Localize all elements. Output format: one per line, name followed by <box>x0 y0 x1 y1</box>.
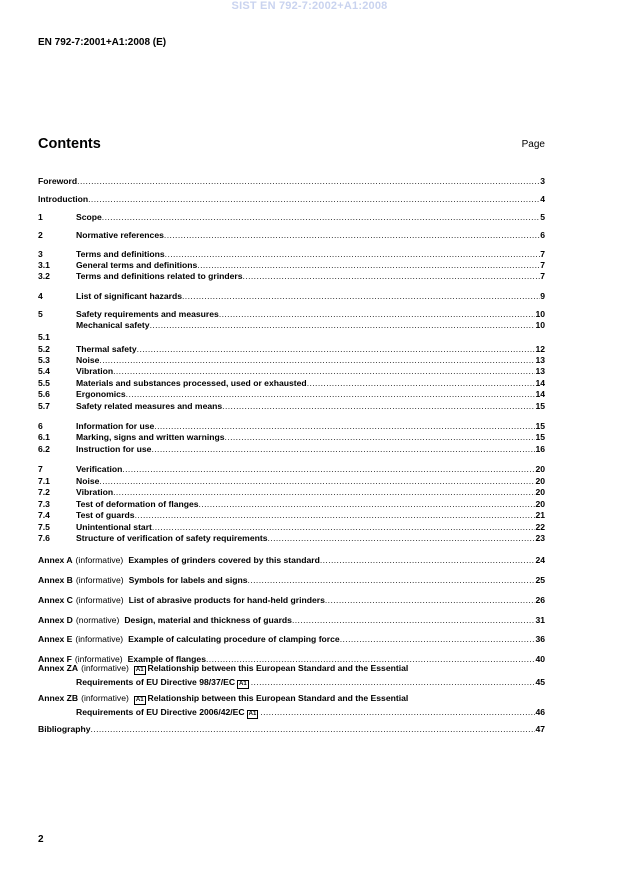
annex-entry[interactable] <box>38 634 545 645</box>
toc-entry-title: List of significant hazards <box>76 291 183 301</box>
annex-type: (informative) <box>74 654 123 664</box>
toc-entry-page: 6 <box>540 230 545 240</box>
toc-entry[interactable] <box>38 366 545 377</box>
toc-entry-number: 5.7 <box>38 401 50 411</box>
toc-entry[interactable] <box>38 476 545 487</box>
toc-entry-page: 16 <box>535 444 545 454</box>
toc-entry-title: Safety related measures and means <box>76 401 223 411</box>
toc-entry-page: 13 <box>535 355 545 365</box>
toc-entry-page: 4 <box>540 194 545 204</box>
annex-page: 36 <box>535 634 545 644</box>
toc-entry-title: Instruction for use <box>76 444 152 454</box>
toc-entry-title: Noise <box>76 355 100 365</box>
annex-title: Examples of grinders covered by this standard <box>128 555 320 565</box>
toc-entry-page: 20 <box>535 487 545 497</box>
toc-entry-number: 6.2 <box>38 444 50 454</box>
toc-entry-page: 15 <box>535 432 545 442</box>
amendment-end-icon: A1 <box>239 681 247 687</box>
annex-type: (informative) <box>81 663 129 673</box>
toc-entry-number: 1 <box>38 212 43 222</box>
dot-leader <box>137 344 536 355</box>
annex-label: Annex ZA <box>38 663 79 673</box>
dot-leader <box>260 707 535 718</box>
toc-entry-title: Vibration <box>76 487 114 497</box>
annex-title: Design, material and thickness of guards <box>124 615 292 625</box>
toc-entry[interactable] <box>38 421 545 432</box>
dot-leader <box>225 432 536 443</box>
toc-entry-page: 15 <box>535 401 545 411</box>
dot-leader <box>113 366 535 377</box>
toc-entry[interactable] <box>38 332 545 343</box>
dot-leader <box>340 634 536 645</box>
toc-entry-number: 5.3 <box>38 355 50 365</box>
toc-entry[interactable] <box>38 533 545 544</box>
annex-title: List of abrasive products for hand-held grinders <box>128 595 325 605</box>
annex-page: 25 <box>535 575 545 585</box>
annex-entry[interactable] <box>38 595 545 606</box>
annex-type: (informative) <box>75 575 124 585</box>
toc-entry-title: Vibration <box>76 366 114 376</box>
toc-entry-number: 3.2 <box>38 271 50 281</box>
annex-entry[interactable] <box>38 693 545 704</box>
toc-entry-page: 9 <box>540 291 545 301</box>
page-column-label: Page <box>521 139 545 150</box>
dot-leader <box>325 595 536 606</box>
toc-entry-number: 6 <box>38 421 43 431</box>
toc-entry-title: Test of guards <box>76 510 135 520</box>
toc-entry-number: 4 <box>38 291 43 301</box>
dot-leader <box>151 444 535 455</box>
dot-leader <box>99 355 535 366</box>
annex-title-line2: Requirements of EU Directive 2006/42/EC <box>76 707 245 717</box>
dot-leader <box>113 487 535 498</box>
toc-entry[interactable] <box>38 444 545 455</box>
toc-entry[interactable] <box>38 309 545 320</box>
page-title: Contents <box>38 136 101 152</box>
toc-entry-title: Ergonomics <box>76 389 126 399</box>
dot-leader <box>77 176 540 187</box>
page-number: 2 <box>38 834 44 845</box>
annex-label: Annex E <box>38 634 73 644</box>
dot-leader <box>222 401 535 412</box>
toc-entry-title: Mechanical safety <box>76 320 150 330</box>
annex-title: Example of calculating procedure of clamping force <box>128 634 340 644</box>
toc-entry-number: 5.5 <box>38 378 50 388</box>
toc-entry[interactable] <box>38 401 545 412</box>
toc-entry[interactable] <box>38 355 545 366</box>
dot-leader <box>150 320 536 331</box>
dot-leader <box>135 510 536 521</box>
toc-entry-page: 20 <box>535 476 545 486</box>
toc-entry-number: 7 <box>38 464 43 474</box>
bibliography-entry[interactable] <box>38 724 545 735</box>
annex-entry-continued[interactable] <box>38 677 545 688</box>
annex-type: (informative) <box>75 595 124 605</box>
bibliography-title: Bibliography <box>38 724 91 734</box>
toc-entry-page: 13 <box>535 366 545 376</box>
toc-entry-number: 5.4 <box>38 366 50 376</box>
amendment-end-icon: A1 <box>248 711 257 717</box>
toc-entry-number: 7.2 <box>38 487 50 497</box>
toc-entry-page: 21 <box>535 510 545 520</box>
dot-leader <box>165 249 541 260</box>
annex-title: Symbols for labels and signs <box>128 575 248 585</box>
toc-entry-title: Unintentional start <box>76 522 152 532</box>
bibliography-page: 47 <box>535 724 545 734</box>
annex-entry[interactable] <box>38 575 545 586</box>
toc-entry-title: Noise <box>76 476 100 486</box>
toc-entry-number: 7.6 <box>38 533 50 543</box>
toc-entry-title: Normative references <box>76 230 164 240</box>
dot-leader <box>164 230 540 241</box>
toc-entry-page: 22 <box>535 522 545 532</box>
toc-entry-page: 15 <box>535 421 545 431</box>
toc-entry-page: 7 <box>540 260 545 270</box>
toc-entry-title: Terms and definitions <box>76 249 165 259</box>
annex-title: Relationship between this European Standard and the Essential <box>147 693 409 703</box>
toc-entry-number: 5.1 <box>38 332 50 342</box>
toc-entry-number: 6.1 <box>38 432 50 442</box>
dot-leader <box>197 260 540 271</box>
annex-page: 24 <box>535 555 545 565</box>
annex-entry-continued[interactable] <box>38 707 545 718</box>
annex-label: Annex C <box>38 595 73 605</box>
toc-entry-number: 2 <box>38 230 43 240</box>
toc-entry-number: 3.1 <box>38 260 50 270</box>
toc-entry[interactable] <box>38 291 545 302</box>
toc-entry-number: 5.2 <box>38 344 50 354</box>
toc-entry-page: 23 <box>535 533 545 543</box>
toc-entry[interactable] <box>38 464 545 475</box>
dot-leader <box>307 378 536 389</box>
toc-entry-number: 5 <box>38 309 43 319</box>
dot-leader <box>91 724 536 735</box>
dot-leader <box>268 533 536 544</box>
toc-entry[interactable] <box>38 271 545 282</box>
toc-entry-title: Marking, signs and written warnings <box>76 432 225 442</box>
annex-label: Annex D <box>38 615 73 625</box>
dot-leader <box>251 677 536 688</box>
toc-entry-page: 14 <box>535 389 545 399</box>
annex-page: 45 <box>535 677 545 687</box>
toc-entry[interactable] <box>38 230 545 241</box>
standard-header: EN 792-7:2001+A1:2008 (E) <box>38 37 167 48</box>
dot-leader <box>88 194 540 205</box>
toc-entry-page: 20 <box>535 499 545 509</box>
annex-title-line2: Requirements of EU Directive 98/37/EC <box>76 677 236 687</box>
dot-leader <box>243 271 541 282</box>
annex-type: (informative) <box>75 555 124 565</box>
toc-entry[interactable] <box>38 320 545 331</box>
dot-leader <box>292 615 535 626</box>
toc-entry-page: 20 <box>535 464 545 474</box>
dot-leader <box>122 464 535 475</box>
dot-leader <box>154 421 535 432</box>
toc-entry[interactable] <box>38 499 545 510</box>
annex-label: Annex ZB <box>38 693 79 703</box>
toc-entry[interactable] <box>38 522 545 533</box>
watermark: SIST EN 792-7:2002+A1:2008 <box>231 0 388 12</box>
toc-entry[interactable] <box>38 378 545 389</box>
toc-entry-title: Safety requirements and measures <box>76 309 219 319</box>
toc-entry[interactable] <box>38 389 545 400</box>
dot-leader <box>152 522 536 533</box>
toc-entry[interactable] <box>38 487 545 498</box>
annex-type: (informative) <box>75 634 124 644</box>
toc-entry-title: Terms and definitions related to grinders <box>76 271 243 281</box>
toc-entry-title: Scope <box>76 212 102 222</box>
toc-entry-page: 7 <box>540 249 545 259</box>
toc-entry[interactable] <box>38 249 545 260</box>
toc-entry-number: 7.4 <box>38 510 50 520</box>
toc-entry-title: Verification <box>76 464 123 474</box>
toc-entry-title: Introduction <box>38 194 89 204</box>
toc-entry-title: General terms and definitions <box>76 260 198 270</box>
toc-entry[interactable] <box>38 212 545 223</box>
annex-page: 46 <box>535 707 545 717</box>
annex-type: (informative) <box>81 693 129 703</box>
toc-entry-title: Thermal safety <box>76 344 137 354</box>
dot-leader <box>219 309 536 320</box>
toc-entry-title: Test of deformation of flanges <box>76 499 199 509</box>
annex-page: 26 <box>535 595 545 605</box>
toc-entry[interactable] <box>38 432 545 443</box>
annex-label: Annex B <box>38 575 73 585</box>
toc-entry-page: 7 <box>540 271 545 281</box>
dot-leader <box>99 476 535 487</box>
dot-leader <box>182 291 540 302</box>
amendment-start-icon: A1 <box>135 697 144 703</box>
toc-entry-page: 3 <box>540 176 545 186</box>
toc-entry-page: 12 <box>535 344 545 354</box>
toc-entry[interactable] <box>38 510 545 521</box>
annex-title: Relationship between this European Standard and the Essential <box>147 663 409 673</box>
toc-entry[interactable] <box>38 176 545 187</box>
annex-page: 31 <box>535 615 545 625</box>
annex-entry[interactable] <box>38 663 545 674</box>
annex-entry[interactable] <box>38 615 545 626</box>
toc-entry-number: 7.5 <box>38 522 50 532</box>
toc-entry-number: 7.3 <box>38 499 50 509</box>
toc-entry-page: 10 <box>535 309 545 319</box>
toc-entry-page: 10 <box>535 320 545 330</box>
annex-label: Annex F <box>38 654 72 664</box>
toc-entry-number: 7.1 <box>38 476 50 486</box>
toc-entry[interactable] <box>38 194 545 205</box>
annex-entry[interactable] <box>38 555 545 566</box>
toc-entry-number: 3 <box>38 249 43 259</box>
annex-type: (normative) <box>75 615 120 625</box>
toc-entry[interactable] <box>38 260 545 271</box>
dot-leader <box>102 212 540 223</box>
toc-entry[interactable] <box>38 344 545 355</box>
dot-leader <box>199 499 536 510</box>
annex-page: 40 <box>535 654 545 664</box>
toc-entry-title: Information for use <box>76 421 155 431</box>
toc-entry-title: Foreword <box>38 176 78 186</box>
toc-entry-title: Materials and substances processed, used or exhausted <box>76 378 307 388</box>
toc-entry-page: 14 <box>535 378 545 388</box>
toc-entry-number: 5.6 <box>38 389 50 399</box>
annex-title: Example of flanges <box>127 654 206 664</box>
dot-leader <box>248 575 536 586</box>
dot-leader <box>320 555 536 566</box>
amendment-start-icon: A1 <box>135 667 144 673</box>
toc-entry-title: Structure of verification of safety requirements <box>76 533 268 543</box>
dot-leader <box>126 389 536 400</box>
toc-entry-page: 5 <box>540 212 545 222</box>
annex-label: Annex A <box>38 555 73 565</box>
